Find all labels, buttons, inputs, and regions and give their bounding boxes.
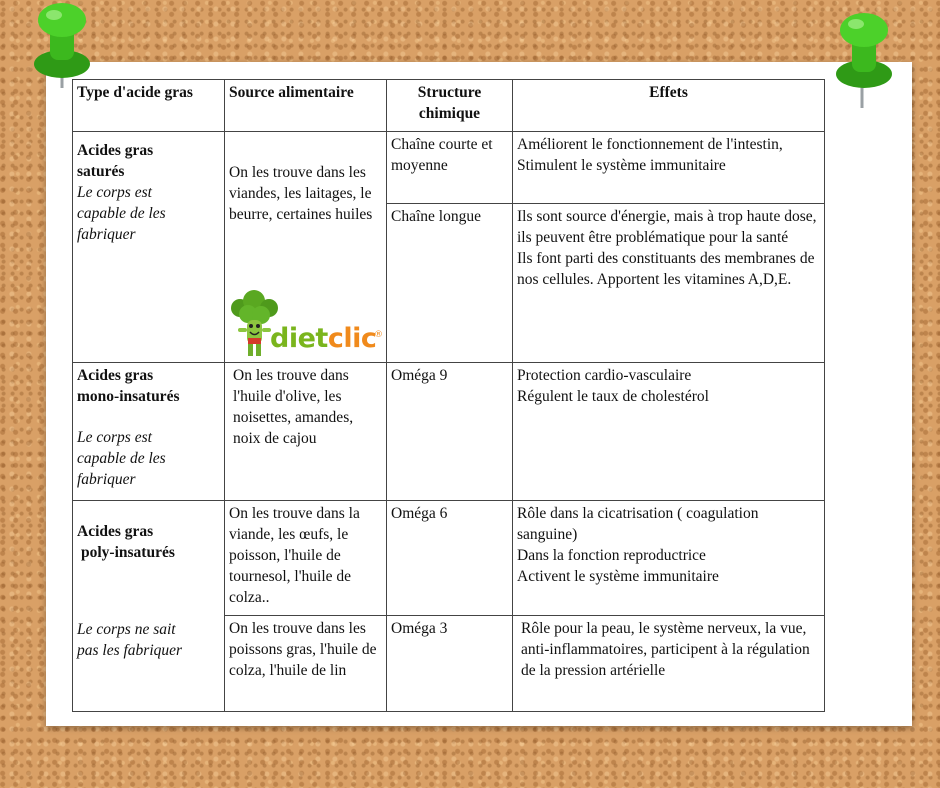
- effect-line: Rôle pour la peau, le système nerveux, la vue, anti-inflammatoires, participent à la régulation de la pression artérielle: [521, 620, 810, 679]
- structure-cell: Oméga 6: [387, 501, 513, 616]
- type-note: fabriquer: [77, 226, 136, 243]
- effects-cell: [513, 363, 825, 501]
- structure-cell: Oméga 3: [387, 616, 513, 712]
- header-effects: Effets: [513, 80, 825, 132]
- header-source: Source alimentaire: [225, 80, 387, 132]
- type-note: Le corps ne sait: [77, 621, 176, 638]
- effect-line: Régulent le taux de cholestérol: [517, 388, 709, 405]
- effects-cell: [513, 501, 825, 616]
- table-row: [73, 132, 825, 204]
- pushpin-icon: [826, 8, 902, 112]
- source-text: On les trouve dans l'huile d'olive, les noisettes, amandes, noix de cajou: [233, 367, 354, 447]
- type-title: Acides gras: [77, 367, 154, 384]
- type-title: Acides gras: [77, 142, 154, 159]
- type-cell-mono: [73, 363, 225, 501]
- effects-cell: [513, 616, 825, 712]
- type-cell-saturated: [73, 132, 225, 363]
- effect-line: Dans la fonction reproductrice: [517, 547, 706, 564]
- header-type: Type d'acide gras: [73, 80, 225, 132]
- dietclic-logo: [226, 290, 386, 360]
- header-row: [73, 80, 825, 132]
- source-text: On les trouve dans les viandes, les laitages, le beurre, certaines huiles: [229, 164, 373, 223]
- effect-line: Protection cardio-vasculaire: [517, 367, 692, 384]
- type-title: saturés: [77, 163, 125, 180]
- type-note: pas les fabriquer: [77, 642, 183, 659]
- table-row: [73, 501, 825, 616]
- type-title: mono-insaturés: [77, 388, 180, 405]
- header-structure: Structure chimique: [387, 80, 513, 132]
- structure-cell: Chaîne courte et moyenne: [387, 132, 513, 204]
- pushpin-icon: [24, 0, 100, 92]
- effect-line: Ils font parti des constituants des membranes de nos cellules. Apportent les vitamines A,D,E.: [517, 250, 815, 288]
- type-note: capable de les: [77, 450, 166, 467]
- type-note: Le corps est: [77, 184, 152, 201]
- type-note: fabriquer: [77, 471, 136, 488]
- fatty-acid-table: [72, 79, 825, 712]
- effects-cell: [513, 132, 825, 204]
- effect-line: Rôle dans la cicatrisation ( coagulation sanguine): [517, 505, 759, 543]
- registered-mark: ®: [374, 330, 383, 340]
- source-cell: [225, 363, 387, 501]
- effects-cell: [513, 204, 825, 363]
- logo-wordmark: dietclic: [270, 323, 377, 354]
- source-cell: On les trouve dans la viande, les œufs, le poisson, l'huile de tournesol, l'huile de colza..: [225, 501, 387, 616]
- source-cell: On les trouve dans les poissons gras, l'huile de colza, l'huile de lin: [225, 616, 387, 712]
- type-title: poly-insaturés: [81, 544, 175, 561]
- type-title: Acides gras: [77, 523, 154, 540]
- type-note: Le corps est: [77, 429, 152, 446]
- effect-line: Améliorent le fonctionnement de l'intestin,: [517, 136, 783, 153]
- table-row: [73, 363, 825, 501]
- type-cell-poly: [73, 501, 225, 712]
- effect-line: Ils sont source d'énergie, mais à trop haute dose, ils peuvent être problématique pour la santé: [517, 208, 817, 246]
- structure-cell: Chaîne longue: [387, 204, 513, 363]
- effect-line: Stimulent le système immunitaire: [517, 157, 726, 174]
- structure-cell: Oméga 9: [387, 363, 513, 501]
- type-note: capable de les: [77, 205, 166, 222]
- effect-line: Activent le système immunitaire: [517, 568, 719, 585]
